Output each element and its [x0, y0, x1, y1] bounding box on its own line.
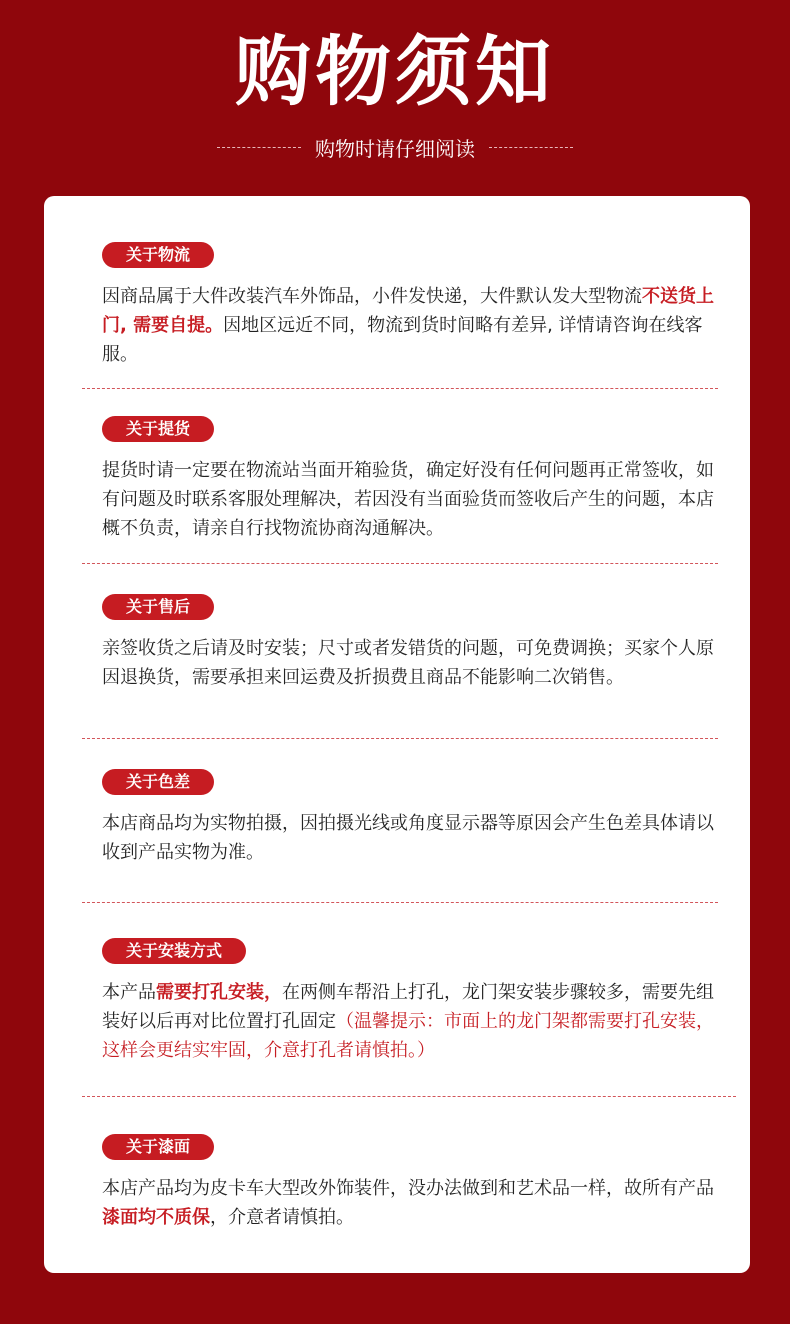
- page-subtitle: 购物时请仔细阅读: [315, 136, 475, 161]
- divider-left: [217, 147, 301, 148]
- section-divider: [82, 902, 718, 903]
- subtitle-row: [0, 132, 790, 162]
- text-part: 因地区远近不同，物流到货时间略有差异, 详情请咨询在线客服。: [102, 315, 703, 365]
- section-badge: 关于物流: [102, 242, 214, 268]
- section-text: [102, 978, 722, 1065]
- page-title: 购物须知: [235, 27, 555, 116]
- text-part: 在两侧车帮沿上打孔，龙门架安装步骤较多，需要先组装好以后再对比位置打孔固定: [102, 982, 714, 1032]
- section-badge: 关于售后: [102, 594, 214, 620]
- section-badge: 关于安装方式: [102, 938, 246, 964]
- section-text: [102, 1174, 722, 1232]
- text-part: 本产品: [102, 982, 156, 1003]
- warm-tip-text: （温馨提示：市面上的龙门架都需要打孔安装，这样会更结实牢固，介意打孔者请慎拍。）: [102, 1011, 714, 1061]
- section-text: 提货时请一定要在物流站当面开箱验货，确定好没有任何问题再正常签收，如有问题及时联系客服处理解决，若因没有当面验货而签收后产生的问题，本店概不负责，请亲自行找物流协商沟通解决。: [102, 460, 714, 539]
- text-part: 本店产品均为皮卡车大型改外饰装件，没办法做到和艺术品一样，故所有产品: [102, 1178, 714, 1199]
- section-divider: [82, 738, 718, 739]
- section-badge: 关于色差: [102, 769, 214, 795]
- section-badge: 关于漆面: [102, 1134, 214, 1160]
- section-divider: [82, 563, 718, 564]
- section-after-sales: [102, 594, 722, 692]
- notice-card: [44, 196, 750, 1273]
- text-part: 因商品属于大件改装汽车外饰品，小件发快递，大件默认发大型物流: [102, 286, 642, 307]
- divider-right: [489, 147, 573, 148]
- section-badge: 关于提货: [102, 416, 214, 442]
- section-logistics: [102, 242, 722, 369]
- section-pickup: [102, 416, 722, 543]
- highlight-text: 不送货上门, 需要自提。: [102, 286, 714, 336]
- text-part: ，介意者请慎拍。: [210, 1207, 354, 1228]
- section-divider: [82, 388, 718, 389]
- section-color-difference: [102, 769, 722, 867]
- section-installation: [102, 938, 722, 1065]
- section-text: [102, 282, 722, 369]
- section-divider: [82, 1096, 736, 1097]
- section-text: 亲签收货之后请及时安装；尺寸或者发错货的问题，可免费调换；买家个人原因退换货，需要承担来回运费及折损费且商品不能影响二次销售。: [102, 638, 714, 688]
- section-text: 本店商品均为实物拍摄，因拍摄光线或角度显示器等原因会产生色差具体请以收到产品实物为准。: [102, 813, 714, 863]
- highlight-text: 漆面均不质保: [102, 1207, 210, 1228]
- section-paint-surface: [102, 1134, 722, 1232]
- highlight-text: 需要打孔安装，: [156, 982, 282, 1003]
